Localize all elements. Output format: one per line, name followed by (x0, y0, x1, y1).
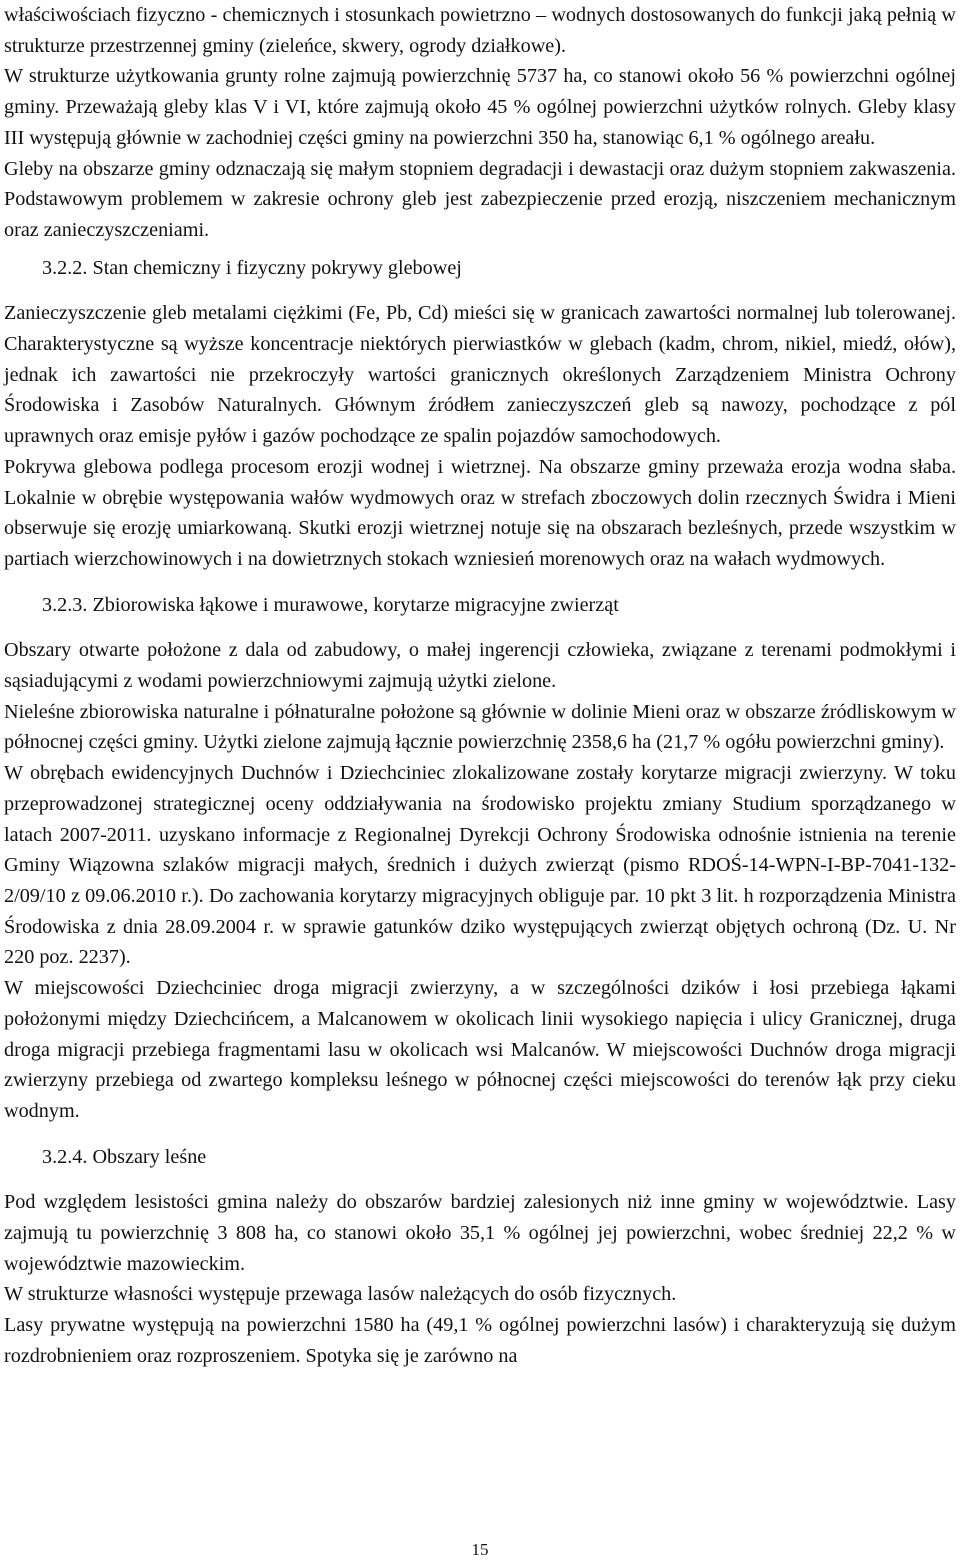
section-heading-3-2-2: 3.2.2. Stan chemiczny i fizyczny pokrywy glebowej (42, 256, 462, 279)
document-page (4, 0, 956, 1372)
paragraph-open-areas: Obszary otwarte położone z dala od zabudowy, o małej ingerencji człowieka, związane z terenami podmokłymi i sąsiadującymi z wodami powierzchniowymi zajmują użytki zielone. (4, 639, 956, 693)
page-number: 15 (471, 1540, 489, 1559)
section-heading-3-2-4: 3.2.4. Obszary leśne (42, 1145, 207, 1168)
paragraph-soil-properties: właściwościach fizyczno - chemicznych i stosunkach powietrzno – wodnych dostosowanych do funkcji jaką pełnią w strukturze przestrzennej gminy (zieleńce, skwery, ogrody działkowe). (4, 4, 956, 57)
paragraph-migration-routes: W miejscowości Dziechciniec droga migracji zwierzyny, a w szczególności dzików i łosi przebiega łąkami położonymi między Dziechcińcem, a Malcanowem w okolicach linii wysokiego napięcia i ulicy Granicznej, druga droga migracji przebiega fragmentami lasu w okolicach wsi Malcanów. W miejscowości Duchnów droga migracji zwierzyny przebiega od zwartego kompleksu leśnego w północnej części miejscowości do terenów łąk przy cieku wodnym. (4, 977, 956, 1122)
paragraph-forest-ownership: W strukturze własności występuje przewaga lasów należących do osób fizycznych. (4, 1283, 677, 1306)
section-heading-3-2-3: 3.2.3. Zbiorowiska łąkowe i murawowe, korytarze migracyjne zwierząt (42, 593, 619, 616)
paragraph-land-use: W strukturze użytkowania grunty rolne zajmują powierzchnię 5737 ha, co stanowi około 56 % powierzchni ogólnej gminy. Przeważają gleby klas V i VI, które zajmują około 45 % ogólnej powierzchni użytków rolnych. Gleby klasy III występują głównie w zachodniej części gminy na powierzchni 350 ha, stanowiąc 6,1 % ogólnego areału. (4, 65, 956, 149)
paragraph-grasslands: Nieleśne zbiorowiska naturalne i półnaturalne położone są głównie w dolinie Mieni oraz w obszarze źródliskowym w północnej części gminy. Użytki zielone zajmują łącznie powierzchnię 2358,6 ha (21,7 % ogółu powierzchni gminy). (4, 700, 956, 754)
paragraph-migration-corridors: W obrębach ewidencyjnych Duchnów i Dziechciniec zlokalizowane zostały korytarze migracji zwierzyny. W toku przeprowadzonej strategicznej oceny oddziaływania na środowisko projektu zmiany Studium sporządzanego w latach 2007-2011. uzyskano informacje z Regionalnej Dyrekcji Ochrony Środowiska odnośnie istnienia na terenie Gminy Wiązowna szlaków migracji małych, średnich i dużych zwierząt (pismo RDOŚ-14-WPN-I-BP-7041-132-2/09/10 z 09.06.2010 r.). Do zachowania korytarzy migracyjnych obliguje par. 10 pkt 3 lit. h rozporządzenia Ministra Środowiska z dnia 28.09.2004 r. w sprawie gatunków dziko występujących zwierząt objętych ochroną (Dz. U. Nr 220 poz. 2237). (4, 762, 956, 969)
paragraph-erosion: Pokrywa glebowa podlega procesom erozji wodnej i wietrznej. Na obszarze gminy przeważa erozja wodna słaba. Lokalnie w obrębie występowania wałów wydmowych oraz w strefach zboczowych dolin rzecznych Świdra i Mieni obserwuje się erozję umiarkowaną. Skutki erozji wietrznej notuje się na obszarach bezleśnych, przede wszystkim w partiach wierzchowinowych i na dowietrznych stokach wzniesień morenowych oraz na wałach wydmowych. (4, 455, 956, 570)
paragraph-forest-cover: Pod względem lesistości gmina należy do obszarów bardziej zalesionych niż inne gminy w województwie. Lasy zajmują tu powierzchnię 3 808 ha, co stanowi około 35,1 % ogólnej jej powierzchni, wobec średniej 22,2 % w województwie mazowieckim. (4, 1191, 956, 1275)
paragraph-soil-degradation: Gleby na obszarze gminy odznaczają się małym stopniem degradacji i dewastacji oraz dużym stopniem zakwaszenia. Podstawowym problemem w zakresie ochrony gleb jest zabezpieczenie przed erozją, niszczeniem mechanicznym oraz zanieczyszczeniami. (4, 157, 956, 241)
paragraph-heavy-metals: Zanieczyszczenie gleb metalami ciężkimi (Fe, Pb, Cd) mieści się w granicach zawartości normalnej lub tolerowanej. Charakterystyczne są wyższe koncentracje niektórych pierwiastków w glebach (kadm, chrom, nikiel, miedź, ołów), jednak ich zawartości nie przekroczyły wartości granicznych określonych Zarządzeniem Ministra Ochrony Środowiska i Zasobów Naturalnych. Głównym źródłem zanieczyszczeń gleb są nawozy, pochodzące z pól uprawnych oraz emisje pyłów i gazów pochodzące ze spalin pojazdów samochodowych. (4, 302, 956, 448)
paragraph-private-forests: Lasy prywatne występują na powierzchni 1580 ha (49,1 % ogólnej powierzchni lasów) i charakteryzują się dużym rozdrobnieniem oraz rozproszeniem. Spotyka się je zarówno na (4, 1314, 956, 1367)
